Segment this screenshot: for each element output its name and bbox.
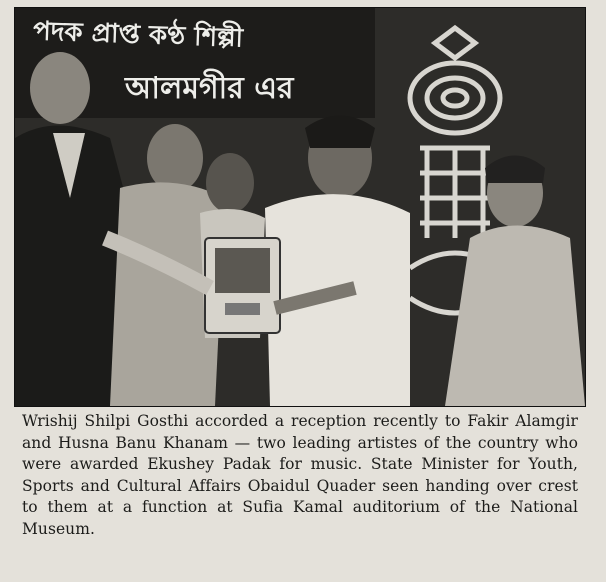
banner-line-2: আলমগীর এর bbox=[125, 71, 294, 106]
news-photograph bbox=[14, 7, 586, 407]
photo-scene bbox=[15, 8, 585, 406]
photo-caption: Wrishij Shilpi Gosthi accorded a reception recently to Fakir Alamgir and Husna Banu Khanam — two leading artistes of the country who were awarded Ekushey Padak for music. State Minister for Youth, Sports and Cultural Affairs Obaidul Quader seen handing over crest to them at a function at Sufia Kamal auditorium of the National Museum. bbox=[22, 412, 578, 538]
banner-line-1: পদক প্রাপ্ত কণ্ঠ শিল্পী bbox=[32, 16, 244, 54]
